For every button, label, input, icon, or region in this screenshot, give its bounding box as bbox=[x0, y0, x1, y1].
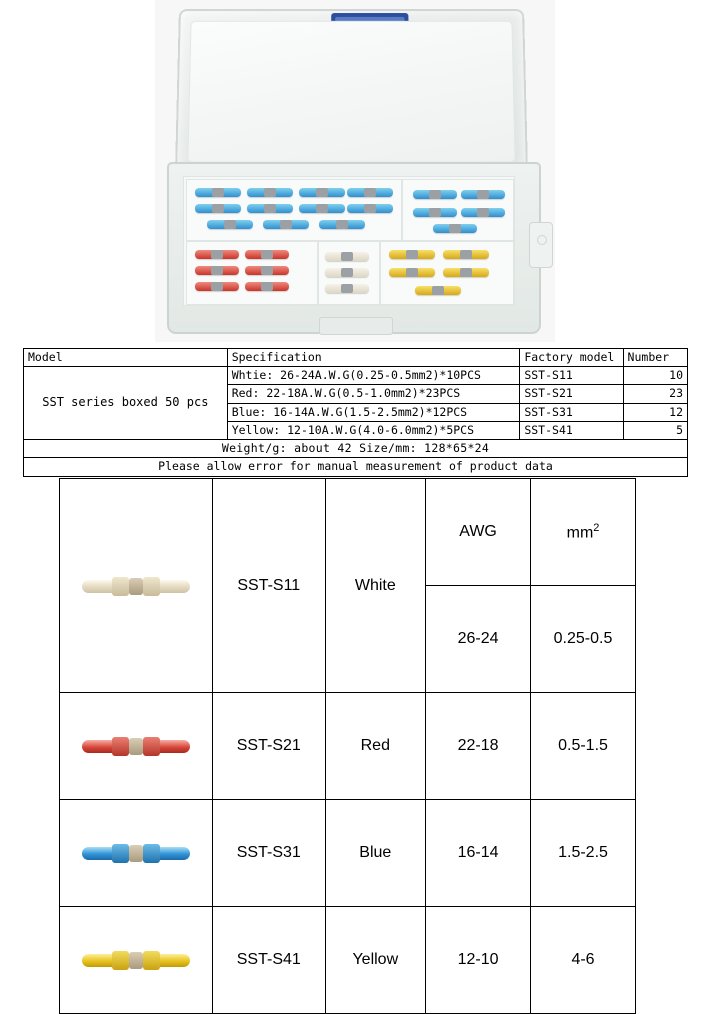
spec-weight-size: Weight/g: about 42 Size/mm: 128*65*24 bbox=[24, 440, 688, 458]
detail-awg-3: 12-10 bbox=[426, 907, 531, 1014]
spec-header-number: Number bbox=[623, 349, 687, 367]
detail-awg-0: 26-24 bbox=[426, 586, 531, 693]
tray-cell-blue-2 bbox=[402, 179, 514, 241]
spec-specification-3: Yellow: 12-10A.W.G(4.0-6.0mm2)*5PCS bbox=[227, 421, 520, 439]
spec-row-white bbox=[24, 367, 688, 385]
box-tray bbox=[183, 176, 515, 306]
product-photo-section bbox=[0, 0, 711, 342]
spec-specification-2: Blue: 16-14A.W.G(1.5-2.5mm2)*12PCS bbox=[227, 403, 520, 421]
detail-header-awg: AWG bbox=[426, 479, 531, 586]
detail-connector-image-2 bbox=[60, 800, 213, 907]
tray-cell-blue bbox=[186, 179, 402, 241]
tray-cell-yellow bbox=[380, 241, 514, 305]
connector-illustration-white bbox=[82, 571, 190, 601]
detail-header-mm2 bbox=[531, 479, 636, 586]
detail-awg-1: 22-18 bbox=[426, 693, 531, 800]
detail-model-3: SST-S41 bbox=[213, 907, 326, 1014]
spec-specification-1: Red: 22-18A.W.G(0.5-1.0mm2)*23PCS bbox=[227, 385, 520, 403]
tray-cell-white bbox=[318, 241, 380, 305]
detail-row-3 bbox=[60, 907, 636, 1014]
spec-specification-0: Whtie: 26-24A.W.G(0.25-0.5mm2)*10PCS bbox=[227, 367, 520, 385]
connector-illustration-blue bbox=[82, 838, 190, 868]
spec-number-1: 23 bbox=[623, 385, 687, 403]
product-photo bbox=[155, 0, 555, 342]
spec-note: Please allow error for manual measurement of product data bbox=[24, 458, 688, 476]
detail-row-0 bbox=[60, 479, 636, 586]
spec-header-factory-model: Factory model bbox=[520, 349, 623, 367]
spec-number-0: 10 bbox=[623, 367, 687, 385]
detail-table bbox=[59, 478, 636, 1014]
spec-row-note bbox=[24, 458, 688, 476]
spec-factory-model-1: SST-S21 bbox=[520, 385, 623, 403]
spec-factory-model-2: SST-S31 bbox=[520, 403, 623, 421]
detail-connector-image-1 bbox=[60, 693, 213, 800]
box-latch-bottom bbox=[319, 317, 393, 335]
box-hinge-tab bbox=[529, 222, 553, 268]
box-lid bbox=[175, 9, 528, 173]
detail-color-2: Blue bbox=[325, 800, 426, 907]
detail-model-2: SST-S31 bbox=[213, 800, 326, 907]
detail-awg-2: 16-14 bbox=[426, 800, 531, 907]
tray-cell-red bbox=[186, 241, 318, 305]
spec-model-value: SST series boxed 50 pcs bbox=[24, 367, 228, 440]
detail-row-2 bbox=[60, 800, 636, 907]
box-lid-inner bbox=[187, 21, 515, 163]
detail-connector-image-0 bbox=[60, 479, 213, 693]
connector-illustration-red bbox=[82, 731, 190, 761]
detail-model-1: SST-S21 bbox=[213, 693, 326, 800]
detail-header-mm2-sup: 2 bbox=[593, 521, 600, 534]
detail-color-0: White bbox=[325, 479, 426, 693]
spec-number-2: 12 bbox=[623, 403, 687, 421]
detail-row-1 bbox=[60, 693, 636, 800]
spec-number-3: 5 bbox=[623, 421, 687, 439]
detail-color-3: Yellow bbox=[325, 907, 426, 1014]
spec-row-weight-size bbox=[24, 440, 688, 458]
spec-header-specification: Specification bbox=[227, 349, 520, 367]
detail-header-mm2-text: mm bbox=[566, 524, 594, 542]
detail-mm2-3: 4-6 bbox=[531, 907, 636, 1014]
spec-factory-model-3: SST-S41 bbox=[520, 421, 623, 439]
connector-illustration-yellow bbox=[82, 945, 190, 975]
specification-table bbox=[23, 348, 688, 477]
spec-factory-model-0: SST-S11 bbox=[520, 367, 623, 385]
spec-header-model: Model bbox=[24, 349, 228, 367]
detail-model-0: SST-S11 bbox=[213, 479, 326, 693]
detail-connector-image-3 bbox=[60, 907, 213, 1014]
box-base bbox=[167, 162, 541, 334]
detail-color-1: Red bbox=[325, 693, 426, 800]
detail-mm2-1: 0.5-1.5 bbox=[531, 693, 636, 800]
detail-mm2-0: 0.25-0.5 bbox=[531, 586, 636, 693]
spec-header-row bbox=[24, 349, 688, 367]
detail-mm2-2: 1.5-2.5 bbox=[531, 800, 636, 907]
